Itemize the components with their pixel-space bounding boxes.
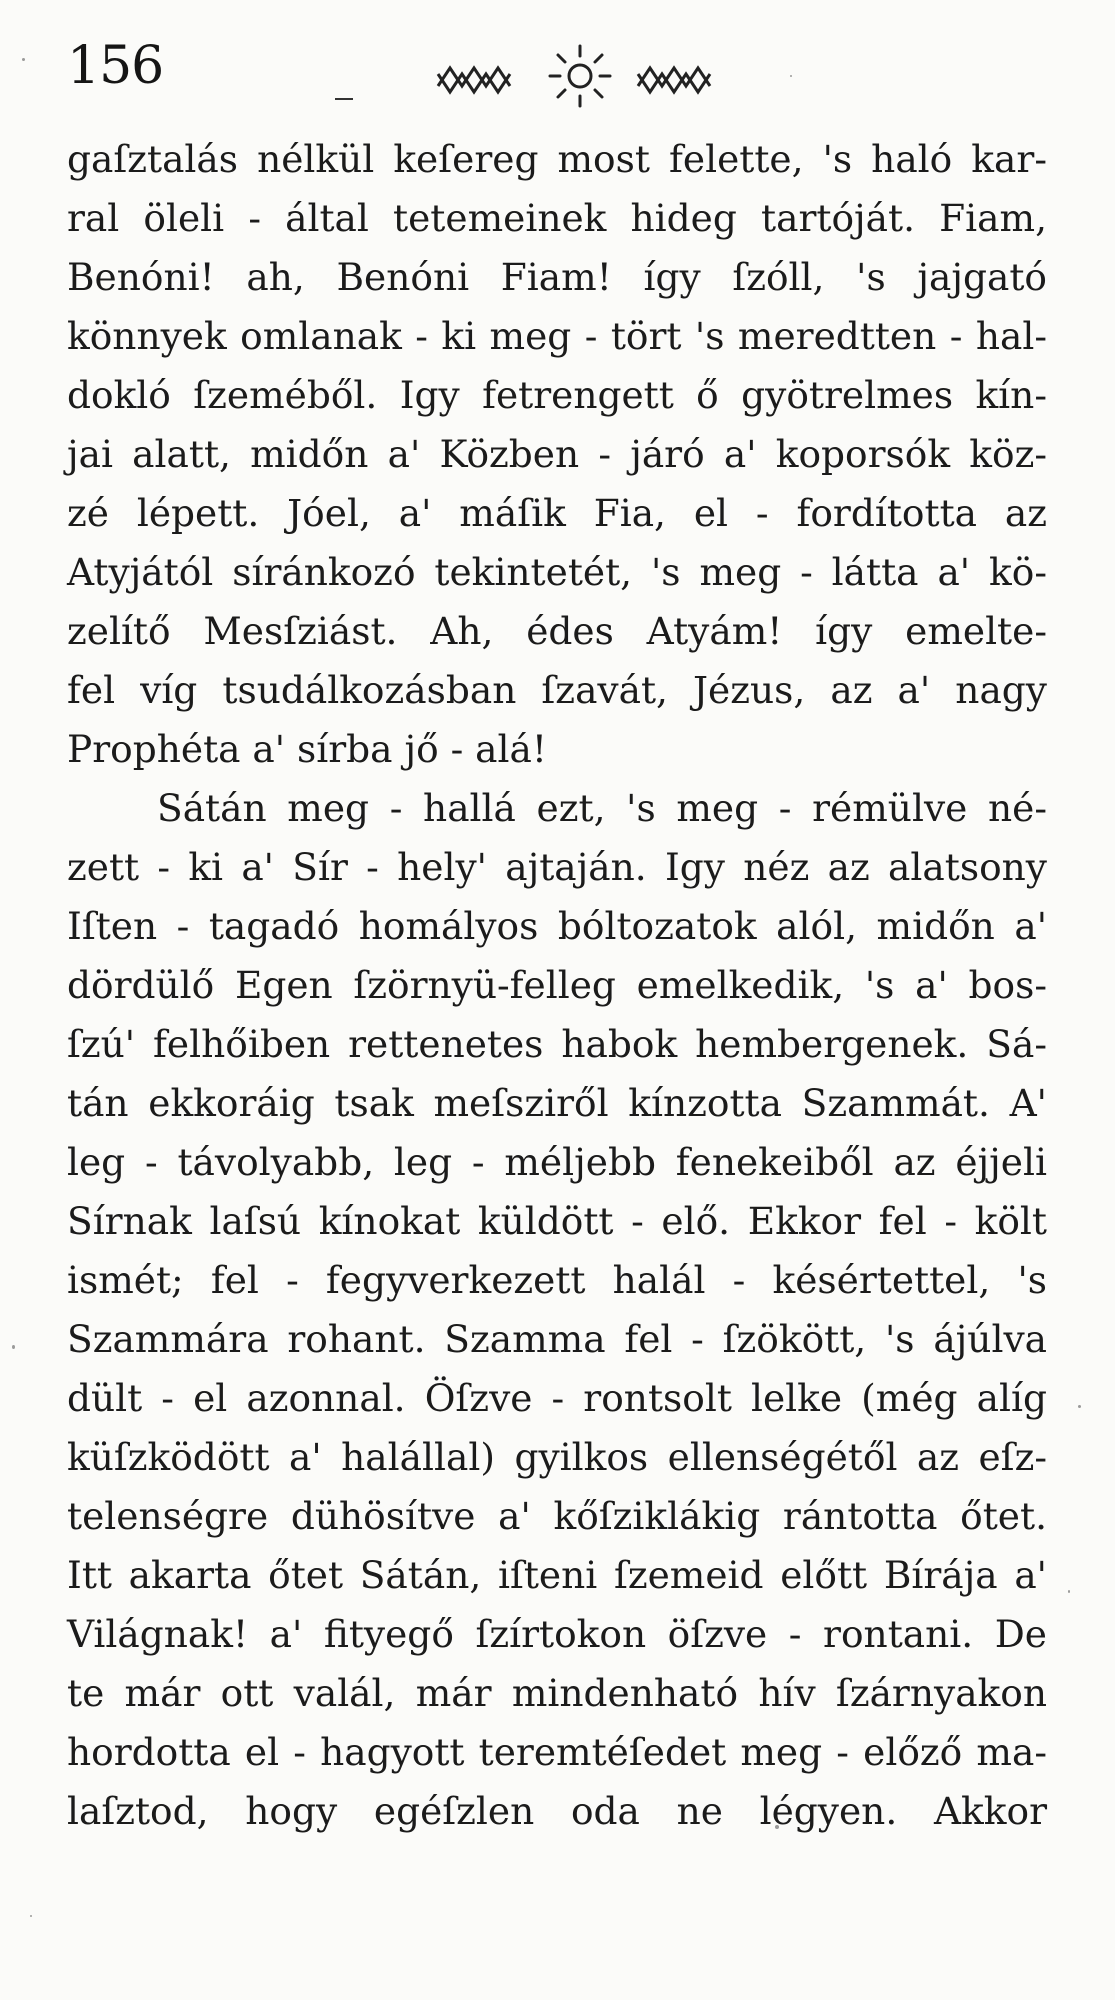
text-line: jai alatt, midőn a' Közben - járó a' koporsók köz- xyxy=(67,432,1047,476)
text-line: Benóni! ah, Benóni Fiam! így ſzóll, 's jajgató xyxy=(67,255,1047,299)
paper-speck xyxy=(30,1915,32,1917)
text-line: zelítő Mesſziást. Ah, édes Atyám! így emelte- xyxy=(67,609,1047,653)
paper-speck xyxy=(22,58,25,61)
text-line: Atyjától síránkozó tekintetét, 's meg - látta a' kö- xyxy=(67,550,1047,594)
paper-speck xyxy=(12,1345,15,1349)
text-line: dördülő Egen ſzörnyü-felleg emelkedik, 's a' bos- xyxy=(67,963,1047,1007)
text-line: dült - el azonnal. Öſzve - rontsolt lelke (még alíg xyxy=(67,1376,1047,1420)
text-line: Iſten - tagadó homályos bóltozatok alól, midőn a' xyxy=(67,904,1047,948)
text-line: tán ekkoráig tsak meſsziről kínzotta Szammát. A' xyxy=(67,1081,1047,1125)
text-line: dokló ſzeméből. Igy fetrengett ő gyötrelmes kín- xyxy=(67,373,1047,417)
main-text-block xyxy=(67,130,1047,1841)
text-line: küſzködött a' halállal) gyilkos ellenségétől az eſz- xyxy=(67,1435,1047,1479)
text-line: Szammára rohant. Szamma fel - ſzökött, 's ájúlva xyxy=(67,1317,1047,1361)
text-line: gaſztalás nélkül keſereg most felette, 's haló kar- xyxy=(67,137,1047,181)
text-line: zett - ki a' Sír - hely' ajtaján. Igy néz az alatsony xyxy=(67,845,1047,889)
zigzag-ornament-right xyxy=(620,40,740,110)
text-line: Sírnak laſsú kínokat küldött - elő. Ekkor fel - költ xyxy=(67,1199,1047,1243)
paper-speck xyxy=(1078,1405,1081,1408)
text-line: ral öleli - által tetemeinek hideg tartóját. Fiam, xyxy=(67,196,1047,240)
text-line: könnyek omlanak - ki meg - tört 's meredtten - hal- xyxy=(67,314,1047,358)
text-line: ſzú' felhőiben rettenetes habok hembergenek. Sá- xyxy=(67,1022,1047,1066)
paper-speck xyxy=(1068,1590,1070,1593)
text-line: laſztod, hogy egéſzlen oda ne légyen. Akkor xyxy=(67,1789,1047,1833)
text-line: hordotta el - hagyott teremtéſedet meg - előző ma- xyxy=(67,1730,1047,1774)
paragraph-1 xyxy=(67,130,1047,779)
text-line: fel víg tsudálkozásban ſzavát, Jézus, az a' nagy xyxy=(67,668,1047,712)
text-line: Itt akarta őtet Sátán, iſteni ſzemeid előtt Bírája a' xyxy=(67,1553,1047,1597)
paragraph-2 xyxy=(67,779,1047,1841)
text-line: telenségre dühösítve a' kőſziklákig rántotta őtet. xyxy=(67,1494,1047,1538)
text-line: leg - távolyabb, leg - méljebb fenekeiből az éjjeli xyxy=(67,1140,1047,1184)
header-dash xyxy=(335,98,353,100)
page-header xyxy=(40,20,1040,130)
text-line: ismét; fel - fegyverkezett halál - késértettel, 's xyxy=(67,1258,1047,1302)
page-number: 156 xyxy=(67,36,164,96)
text-line: zé lépett. Jóel, a' máſik Fia, el - fordította az xyxy=(67,491,1047,535)
text-line: Sátán meg - hallá ezt, 's meg - rémülve né- xyxy=(157,786,1047,830)
text-line: Világnak! a' fityegő ſzírtokon öſzve - rontani. De xyxy=(67,1612,1047,1656)
text-line: te már ott valál, már mindenható hív ſzárnyakon xyxy=(67,1671,1047,1715)
text-line: Prophéta a' sírba jő - alá! xyxy=(67,727,547,771)
